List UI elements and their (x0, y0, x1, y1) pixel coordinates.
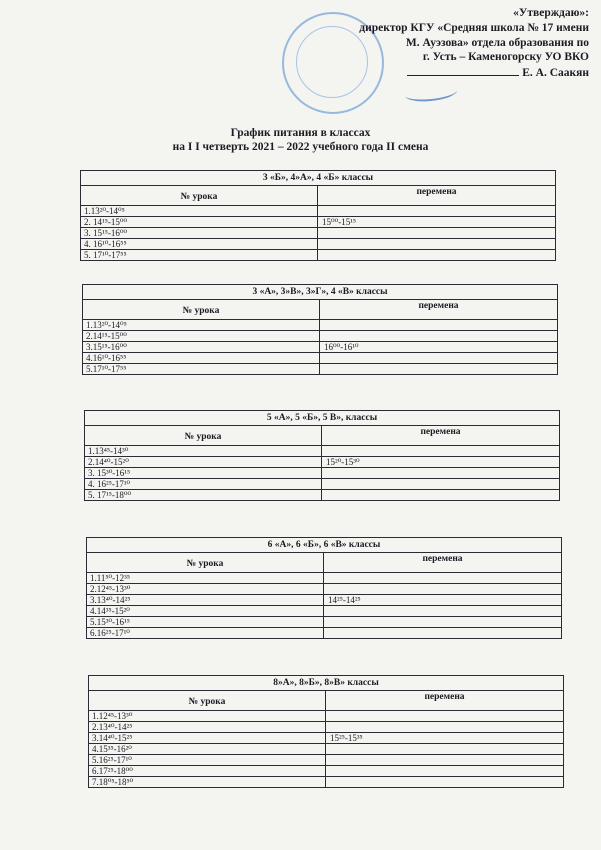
break-column (320, 320, 557, 374)
schedule-table (88, 675, 564, 788)
approval-line: директор КГУ «Средняя школа № 17 имени (359, 21, 589, 34)
lesson-column-header: № урока (81, 186, 318, 205)
approval-block (259, 6, 589, 81)
break-column (322, 446, 559, 500)
break-cell (324, 606, 561, 617)
lesson-cell: 2. 14¹⁵-15⁰⁰ (81, 217, 317, 228)
lesson-cell: 5. 17¹⁵-18⁰⁰ (88, 490, 132, 500)
table-caption: 5 «А», 5 «Б», 5 В», классы (85, 411, 559, 426)
break-cell (318, 239, 555, 250)
break-cell (318, 250, 555, 260)
lesson-column-header: № урока (89, 691, 326, 710)
lesson-cell: 3.15¹⁵-16⁰⁰ (83, 342, 319, 353)
break-cell (326, 777, 563, 787)
break-cell (320, 320, 557, 331)
table-header (89, 691, 563, 711)
lesson-cell: 2.13⁴⁰-14²⁵ (89, 722, 325, 733)
lesson-column (81, 206, 318, 260)
break-cell (320, 353, 557, 364)
lesson-cell: 4.15³⁵-16²⁰ (89, 744, 325, 755)
break-cell (318, 228, 555, 239)
break-cell (326, 744, 563, 755)
document-title (0, 126, 601, 154)
approval-signer-line (259, 65, 589, 81)
lesson-cell: 4.16¹⁰-16⁵⁵ (83, 353, 319, 364)
lesson-cell: 5.16²⁵-17¹⁰ (89, 755, 325, 766)
lesson-column (85, 446, 322, 500)
lesson-column (83, 320, 320, 374)
table-caption: 3 «Б», 4»А», 4 «Б» классы (81, 171, 555, 186)
break-cell (320, 364, 557, 374)
lesson-cell: 4. 16¹⁰-16⁵⁵ (81, 239, 317, 250)
break-cell (324, 584, 561, 595)
table-header (83, 300, 557, 320)
schedule-table (80, 170, 556, 261)
schedule-table (86, 537, 562, 639)
lesson-cell: 4.14³⁵-15²⁰ (87, 606, 323, 617)
title-line-2: на I I четверть 2021 – 2022 учебного года II смена (172, 141, 429, 153)
break-cell (322, 468, 559, 479)
approval-line: г. Усть – Каменогорску УО ВКО (422, 51, 589, 64)
break-cell (326, 755, 563, 766)
schedule-table (82, 284, 558, 375)
lesson-cell: 1.12⁴⁵-13³⁰ (89, 711, 325, 722)
lesson-cell: 3. 15³⁰-16¹⁵ (85, 468, 321, 479)
lesson-column (87, 573, 324, 638)
break-cell (322, 446, 559, 457)
lesson-cell: 6.16²⁵-17¹⁰ (90, 628, 130, 638)
break-cell (322, 490, 559, 500)
break-column-header: перемена (416, 187, 457, 197)
lesson-cell: 3.13⁴⁰-14²⁵ (87, 595, 323, 606)
break-cell (326, 766, 563, 777)
break-cell (322, 479, 559, 490)
break-column (324, 573, 561, 638)
lesson-cell: 6.17²⁵-18⁰⁰ (89, 766, 325, 777)
lesson-cell: 2.12⁴⁵-13³⁰ (87, 584, 323, 595)
schedule-table (84, 410, 560, 501)
break-column-header: перемена (424, 692, 465, 702)
lesson-cell: 1.13²⁰-14⁰⁵ (81, 206, 317, 217)
table-header (81, 186, 555, 206)
lesson-cell: 5. 17¹⁰-17⁵⁵ (84, 250, 127, 260)
lesson-cell: 7.18⁰⁵-18⁵⁰ (92, 777, 134, 787)
approval-line: «Утверждаю»: (513, 7, 589, 19)
table-caption: 8»А», 8»Б», 8»В» классы (89, 676, 563, 691)
approval-signer: Е. А. Саакян (522, 67, 589, 80)
lesson-cell: 5.17¹⁰-17⁵⁵ (86, 364, 127, 374)
break-column-header: перемена (422, 554, 463, 564)
lesson-cell: 5.15³⁰-16¹⁵ (87, 617, 323, 628)
break-cell (324, 617, 561, 628)
title-line-1: График питания в классах (230, 127, 371, 139)
break-cell (318, 206, 555, 217)
lesson-cell: 4. 16²⁵-17¹⁰ (85, 479, 321, 490)
lesson-column (89, 711, 326, 787)
break-cell (320, 331, 557, 342)
break-cell: 15⁰⁰-15¹⁵ (318, 217, 555, 228)
break-cell: 15²⁵-15³⁵ (326, 733, 563, 744)
signature-line (407, 65, 519, 76)
lesson-cell: 1.13⁴⁵-14³⁰ (85, 446, 321, 457)
table-caption: 3 «А», 3»В», 3»Г», 4 «В» классы (83, 285, 557, 300)
break-cell: 16⁰⁰-16¹⁰ (320, 342, 557, 353)
break-column (326, 711, 563, 787)
table-header (87, 553, 561, 573)
director-signature (404, 82, 457, 103)
lesson-column-header: № урока (83, 300, 320, 319)
lesson-column-header: № урока (87, 553, 324, 572)
break-cell (326, 722, 563, 733)
break-cell: 14²⁵-14²⁵ (324, 595, 561, 606)
break-column (318, 206, 555, 260)
break-cell: 15²⁰-15³⁰ (322, 457, 559, 468)
lesson-cell: 1.11⁵⁰-12³⁵ (87, 573, 323, 584)
lesson-cell: 3.14⁴⁰-15²⁵ (89, 733, 325, 744)
break-column-header: перемена (420, 427, 461, 437)
lesson-cell: 2.14⁴⁰-15²⁰ (85, 457, 321, 468)
table-header (85, 426, 559, 446)
lesson-column-header: № урока (85, 426, 322, 445)
break-cell (324, 628, 561, 638)
lesson-cell: 1.13²⁰-14⁰⁵ (83, 320, 319, 331)
table-caption: 6 «А», 6 «Б», 6 «В» классы (87, 538, 561, 553)
break-cell (324, 573, 561, 584)
lesson-cell: 3. 15¹⁵-16⁰⁰ (81, 228, 317, 239)
lesson-cell: 2.14¹⁵-15⁰⁰ (83, 331, 319, 342)
break-column-header: перемена (418, 301, 459, 311)
break-cell (326, 711, 563, 722)
approval-line: М. Ауэзова» отдела образования по (405, 36, 589, 49)
